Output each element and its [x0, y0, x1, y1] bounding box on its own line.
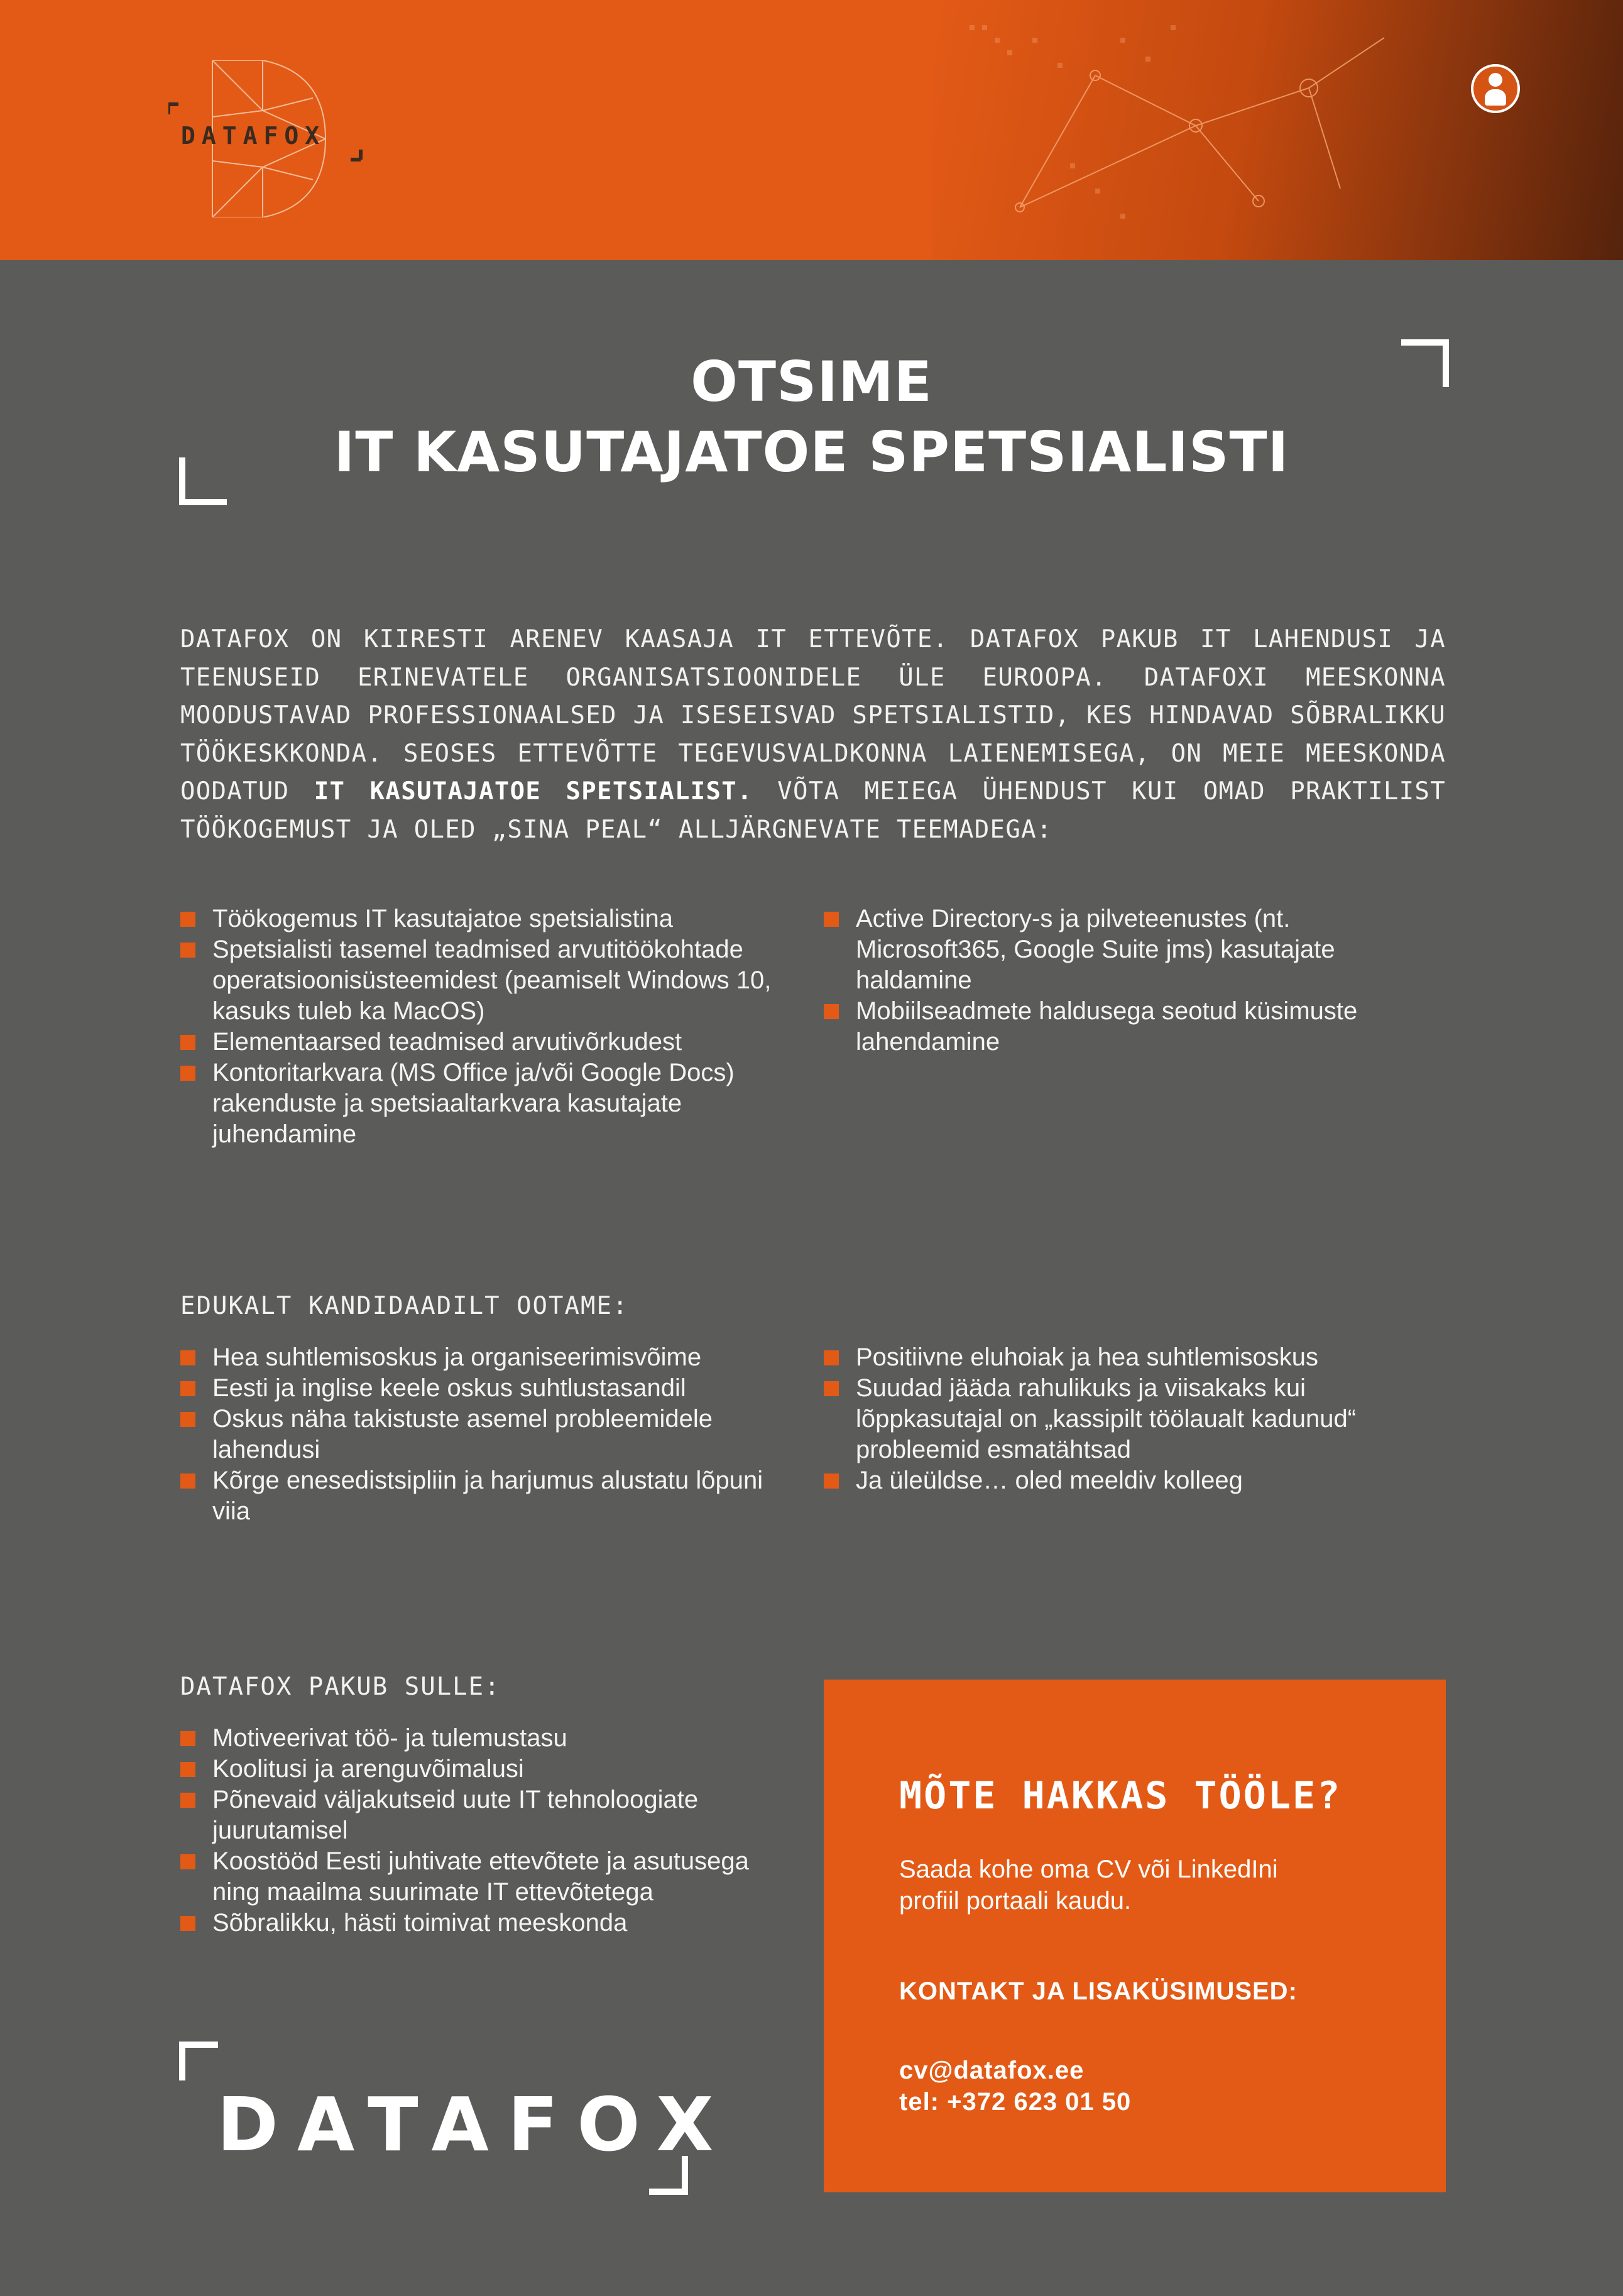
list-item: Sõbralikku, hästi toimivat meeskonda	[180, 1908, 784, 1938]
list-item: Koostööd Eesti juhtivate ettevõtete ja asutusega ning maailma suurimate IT ettevõtetega	[180, 1846, 784, 1908]
bullet-icon	[824, 1381, 839, 1396]
list-item: Koolitusi ja arenguvõimalusi	[180, 1754, 784, 1785]
cta-box	[824, 1680, 1446, 2192]
header-banner	[0, 0, 1623, 260]
bullet-icon	[180, 1731, 195, 1746]
page-title	[189, 347, 1434, 488]
contact-heading: KONTAKT JA LISAKÜSIMUSED:	[899, 1977, 1298, 2005]
intro-text: DATAFOX ON KIIRESTI ARENEV KAASAJA IT ETTEVÕTE. DATAFOX PAKUB IT LAHENDUSI JA TEENUSEID ERINEVATELE ORGANISATSIOONIDELE ÜLE EUROOPA. DATAFOXI MEESKONNA MOODUSTAVAD PROFESSIONAALSED JA ISESEISVAD SPETSIALISTID, KES HINDAVAD SÕBRALIKKU TÖÖKESKKONDA. SEOSES ETTEVÕTTE TEGEVUSVALDKONNA LAIENEMISEGA, ON MEIE MEESKONDA OODATUD	[180, 625, 1446, 806]
list-item: Eesti ja inglise keele oskus suhtlustasandil	[180, 1373, 802, 1404]
bullet-icon	[180, 1762, 195, 1777]
list-item: Active Directory-s ja pilveteenustes (nt. Microsoft365, Google Suite jms) kasutajate haldamine	[824, 904, 1446, 996]
bullet-icon	[180, 912, 195, 927]
cta-text: Saada kohe oma CV või LinkedIni profiil portaali kaudu.	[899, 1856, 1278, 1915]
list-item: Töökogemus IT kasutajatoe spetsialistina	[180, 904, 802, 934]
logo-bracket-top-left	[179, 2042, 218, 2080]
intro-highlight: IT KASUTAJATOE SPETSIALIST.	[314, 777, 753, 806]
list-item: Hea suhtlemisoskus ja organiseerimisvõime	[180, 1342, 802, 1373]
topics-list-right	[824, 904, 1446, 1058]
list-item: Kõrge enesedistsipliin ja harjumus alustatu lõpuni viia	[180, 1465, 802, 1527]
list-item: Elementaarsed teadmised arvutivõrkudest	[180, 1027, 802, 1058]
candidate-list-left	[180, 1342, 802, 1527]
offer-heading: DATAFOX PAKUB SULLE:	[180, 1673, 501, 1701]
list-item: Ja üleüldse… oled meeldiv kolleeg	[824, 1465, 1446, 1496]
list-item: Motiveerivat töö- ja tulemustasu	[180, 1723, 784, 1754]
bullet-icon	[180, 1916, 195, 1931]
header-photo	[932, 0, 1623, 260]
intro-text-end: VÕTA MEIEGA ÜHENDUST KUI OMAD PRAKTILIST TÖÖKOGEMUST JA OLED „SINA PEAL“ ALLJÄRGNEVATE TEEMADEGA:	[180, 777, 1446, 844]
bullet-icon	[180, 1412, 195, 1427]
logo-top-text: DATAFOX	[181, 122, 326, 150]
bullet-icon	[180, 1350, 195, 1365]
network-graphic	[932, 0, 1623, 260]
title-line-1: OTSIME	[691, 349, 932, 414]
email-link[interactable]: cv@datafox.ee	[899, 2057, 1085, 2084]
list-item: Kontoritarkvara (MS Office ja/või Google Docs) rakenduste ja spetsiaaltarkvara kasutajate juhendamine	[180, 1058, 802, 1150]
bullet-icon	[824, 1004, 839, 1019]
candidate-list-right	[824, 1342, 1446, 1496]
bullet-icon	[180, 1793, 195, 1808]
bullet-icon	[180, 1854, 195, 1869]
offer-list	[180, 1723, 784, 1938]
list-item: Suudad jääda rahulikuks ja viisakaks kui lõppkasutajal on „kassipilt töölaualt kadunud“ probleemid esmatähtsad	[824, 1373, 1446, 1465]
phone-link[interactable]: tel: +372 623 01 50	[899, 2088, 1132, 2116]
list-item: Põnevaid väljakutseid uute IT tehnoloogiate juurutamisel	[180, 1785, 784, 1846]
list-item: Mobiilseadmete haldusega seotud küsimuste lahendamine	[824, 996, 1446, 1058]
list-item: Spetsialisti tasemel teadmised arvutitöökohtade operatsioonisüsteemidest (peamiselt Windows 10, kasuks tuleb ka MacOS)	[180, 934, 802, 1027]
bullet-icon	[180, 1035, 195, 1050]
list-item: Oskus näha takistuste asemel probleemidele lahendusi	[180, 1404, 802, 1465]
title-line-2: IT KASUTAJATOE SPETSIALISTI	[334, 420, 1289, 484]
bullet-icon	[180, 943, 195, 958]
candidate-heading: EDUKALT KANDIDAADILT OOTAME:	[180, 1292, 629, 1320]
bullet-icon	[824, 1350, 839, 1365]
list-item: Positiivne eluhoiak ja hea suhtlemisoskus	[824, 1342, 1446, 1373]
intro-paragraph	[180, 621, 1446, 849]
user-icon	[1471, 64, 1520, 113]
bullet-icon	[180, 1473, 195, 1489]
bullet-icon	[180, 1381, 195, 1396]
cta-title: MÕTE HAKKAS TÖÖLE?	[899, 1774, 1342, 1818]
bullet-icon	[824, 1473, 839, 1489]
datafox-logo-bottom: DATAFOX	[217, 2081, 733, 2168]
bullet-icon	[824, 912, 839, 927]
bullet-icon	[180, 1066, 195, 1081]
topics-list-left	[180, 904, 802, 1150]
